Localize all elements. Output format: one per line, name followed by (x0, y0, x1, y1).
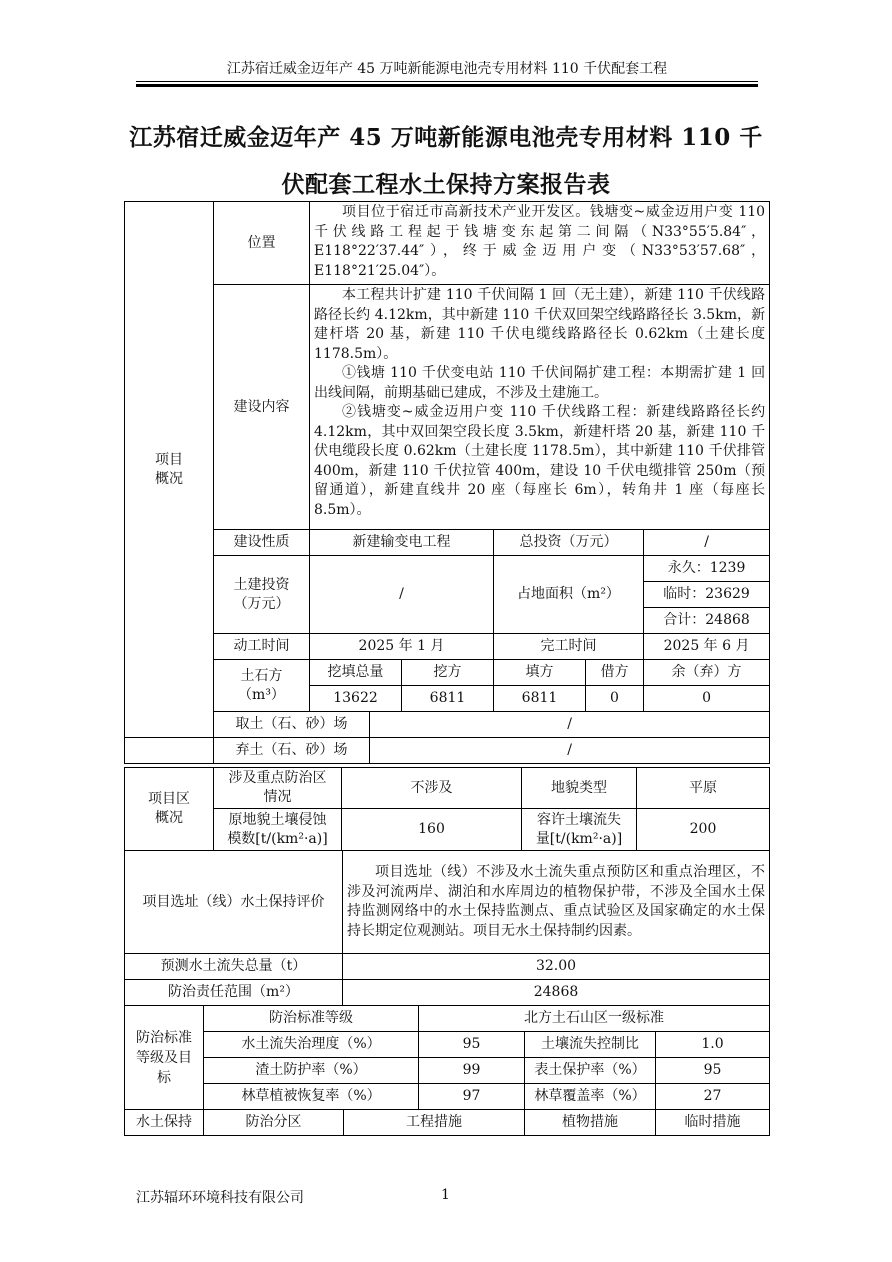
measures-header: 工程措施 (344, 1110, 525, 1136)
content-paragraph: 本工程共计扩建 110 千伏间隔 1 回（无土建），新建 110 千伏线路路径长约 4.12km，其中新建 110 千伏双回架空线路路径长 3.5km，新建杆塔 20 基，新建 110 千伏电缆线路路径长 0.62km（土建长度 1178.5m）。 (314, 287, 766, 362)
earthwork-header: 挖方 (402, 660, 494, 686)
standards-table (124, 1005, 770, 1136)
title-line-1: 江苏宿迁威金迈年产 45 万吨新能源电池壳专用材料 110 千 (129, 124, 763, 151)
total-invest-value: / (644, 530, 770, 556)
target-label: 林草植被恢复率（%） (204, 1084, 419, 1110)
earthwork-header: 余（弃）方 (644, 660, 770, 686)
area-section-label: 项目区 概况 (125, 768, 214, 851)
nature-value: 新建输变电工程 (310, 530, 494, 556)
land-area-label: 占地面积（m²） (494, 556, 644, 634)
erosion-modulus-value: 160 (342, 809, 522, 851)
total-invest-label: 总投资（万元） (494, 530, 644, 556)
end-value: 2025 年 6 月 (644, 634, 770, 660)
document-title (110, 114, 782, 208)
earthwork-label: 土石方 （m³） (214, 660, 310, 712)
allowable-loss-label: 容许土壤流失 量[t/(km²·a)] (522, 809, 637, 851)
header-rule (136, 81, 758, 82)
start-value: 2025 年 1 月 (310, 634, 494, 660)
landform-value: 平原 (637, 768, 770, 809)
predicted-loss-value: 32.00 (343, 954, 770, 980)
target-label: 林草覆盖率（%） (525, 1084, 656, 1110)
land-temporary: 临时：23629 (644, 582, 770, 608)
location-text: 项目位于宿迁市高新技术产业开发区。钱塘变~威金迈用户变 110 千伏线路工程起于钱塘变东起第二间隔（N33°55′5.84″，E118°22′37.44″），终于威金迈用户变（N33°53′57.68″，E118°21′25.04″）。 (310, 202, 770, 285)
target-value: 95 (656, 1058, 770, 1084)
key-zone-value: 不涉及 (342, 768, 522, 809)
evaluation-table (124, 850, 770, 1006)
header-rule-thick (136, 84, 758, 87)
earthwork-value: 6811 (402, 686, 494, 712)
standard-grade-label: 防治标准等级 (204, 1006, 419, 1032)
measures-header: 临时措施 (656, 1110, 770, 1136)
earthwork-header: 填方 (494, 660, 586, 686)
spoil-site-value: / (370, 738, 770, 764)
target-value: 99 (419, 1058, 525, 1084)
borrow-site-value: / (370, 712, 770, 738)
civil-invest-label: 土建投资 （万元） (214, 556, 310, 634)
target-label: 水土流失治理度（%） (204, 1032, 419, 1058)
footer-company: 江苏辐环环境科技有限公司 (136, 1190, 304, 1206)
target-value: 27 (656, 1084, 770, 1110)
overview-section-label: 项目 概况 (125, 202, 214, 738)
earthwork-value: 13622 (310, 686, 402, 712)
earthwork-value: 0 (586, 686, 644, 712)
landform-label: 地貌类型 (522, 768, 637, 809)
nature-label: 建设性质 (214, 530, 310, 556)
land-permanent: 永久：1239 (644, 556, 770, 582)
project-area-table (124, 767, 770, 851)
standards-section-label: 防治标准 等级及目 标 (125, 1006, 204, 1110)
evaluation-text: 项目选址（线）不涉及水土流失重点预防区和重点治理区，不涉及河流两岸、湖泊和水库周边的植物保护带，不涉及全国水土保持监测网络中的水土保持监测点、重点试验区及国家确定的水土保持长期定位观测站。项目无水土保持制约因素。 (343, 851, 770, 954)
end-label: 完工时间 (494, 634, 644, 660)
evaluation-label: 项目选址（线）水土保持评价 (125, 851, 343, 954)
target-label: 土壤流失控制比 (525, 1032, 656, 1058)
overview-section-continuation (125, 738, 214, 764)
content-label: 建设内容 (214, 285, 310, 530)
earthwork-value: 0 (644, 686, 770, 712)
location-label: 位置 (214, 202, 310, 285)
earthwork-header: 借方 (586, 660, 644, 686)
page-number: 1 (441, 1187, 450, 1203)
earthwork-value: 6811 (494, 686, 586, 712)
spoil-site-label: 弃土（石、砂）场 (214, 738, 370, 764)
allowable-loss-value: 200 (637, 809, 770, 851)
responsibility-scope-value: 24868 (343, 980, 770, 1006)
borrow-site-label: 取土（石、砂）场 (214, 712, 370, 738)
measures-header: 植物措施 (525, 1110, 656, 1136)
civil-invest-value: / (310, 556, 494, 634)
running-header: 江苏宿迁威金迈年产 45 万吨新能源电池壳专用材料 110 千伏配套工程 (226, 61, 668, 77)
title-line-2: 伏配套工程水土保持方案报告表 (281, 171, 611, 198)
land-total: 合计：24868 (644, 608, 770, 634)
measures-header: 防治分区 (204, 1110, 344, 1136)
content-text (310, 285, 770, 530)
target-value: 95 (419, 1032, 525, 1058)
responsibility-scope-label: 防治责任范围（m²） (125, 980, 343, 1006)
content-paragraph: ①钱塘 110 千伏变电站 110 千伏间隔扩建工程：本期需扩建 1 回出线间隔，前期基础已建成，不涉及土建施工。 (314, 365, 766, 401)
earthwork-header: 挖填总量 (310, 660, 402, 686)
content-paragraph: ②钱塘变~威金迈用户变 110 千伏线路工程：新建线路路径长约 4.12km，其中双回架空段长度 3.5km，新建杆塔 20 基，新建 110 千伏电缆段长度 0.62km（土建长度 1178.5m），其中新建 110 千伏排管 400m，新建 110 千伏拉管 400m，建设 10 千伏电缆排管 250m（预留通道），新建直线井 20 座（每座长 6m），转角井 1 座（每座长 8.5m）。 (314, 404, 766, 518)
project-overview-table (124, 201, 770, 764)
erosion-modulus-label: 原地貌土壤侵蚀 模数[t/(km²·a)] (214, 809, 342, 851)
predicted-loss-label: 预测水土流失总量（t） (125, 954, 343, 980)
measures-label: 水土保持 (125, 1110, 204, 1136)
key-zone-label: 涉及重点防治区 情况 (214, 768, 342, 809)
target-label: 渣土防护率（%） (204, 1058, 419, 1084)
target-value: 97 (419, 1084, 525, 1110)
target-label: 表土保护率（%） (525, 1058, 656, 1084)
start-label: 动工时间 (214, 634, 310, 660)
target-value: 1.0 (656, 1032, 770, 1058)
standard-grade-value: 北方土石山区一级标准 (419, 1006, 770, 1032)
